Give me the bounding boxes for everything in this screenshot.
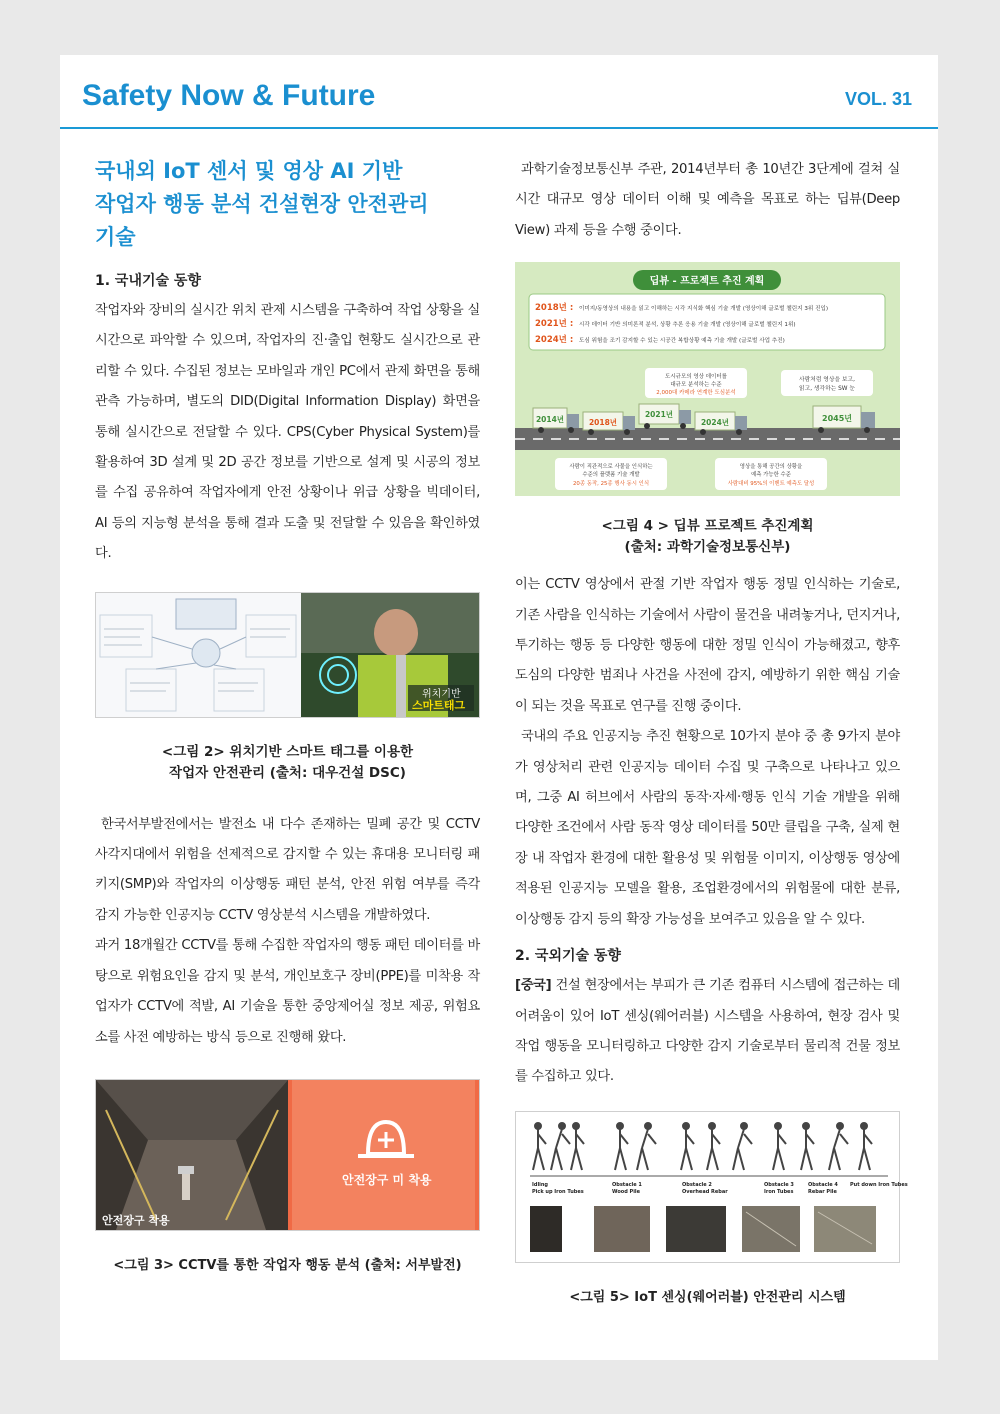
- figure-5-caption: <그림 5> IoT 센싱(웨어러블) 안전관리 시스템: [569, 1289, 846, 1305]
- svg-text:2045년: 2045년: [822, 414, 852, 424]
- paragraph: 한국서부발전에서는 발전소 내 다수 존재하는 밀폐 공간 및 CCTV 사각지대에서 위험을 선제적으로 감지할 수 있는 휴대용 모니터링 패키지(SMP)와 작업자의 이상행동 패턴 분석, 안전 위험 여부를 즉각 감지 가능한 인공지능 CCTV 영상분석 시스템을 개발하였다.: [95, 816, 480, 923]
- figure-4-image: [515, 262, 900, 496]
- step-label: Wood Pile: [612, 1188, 641, 1195]
- smart-tag-diagram: [96, 593, 479, 717]
- figure-2-image: [95, 592, 480, 718]
- svg-text:2014년: 2014년: [535, 415, 565, 425]
- svg-text:2021년: 2021년: [644, 410, 674, 420]
- step-label: Obstacle 3: [764, 1181, 794, 1188]
- right-column: [515, 155, 908, 1308]
- paragraph: 작업자와 장비의 실시간 위치 관제 시스템을 구축하여 작업 상황을 실시간으로 파악할 수 있으며, 작업자의 진·출입 현황도 실시간으로 관리할 수 있다. 수집된 정보는 모바일과 개인 PC에서 관제 화면을 통해 관측 가능하며, 별도의 DID(Digital Information Display) 화면을 통해 실시간으로 전달할 수 있다. CPS(Cyber Physical System)를 활용하여 3D 설계 및 2D 공간 정보를 기반으로 설계 및 시공의 정보를 수집 공유하여 작업자에게 안전 상황이나 위급 상황을 빅데이터, AI 등의 지능형 분석을 통해 결과 도출 및 전달할 수 있음을 확인하였다.: [95, 303, 480, 562]
- svg-text:이미지/동영상의 내용을 읽고 이해하는 시각 지식화 핵심: 이미지/동영상의 내용을 읽고 이해하는 시각 지식화 핵심 기술 개발 (영상이해 글로벌 챌린지 3위 진입): [579, 306, 829, 313]
- section-heading-overseas: 2. 국외기술 동향: [515, 948, 621, 965]
- deep-view-roadmap: [515, 262, 900, 496]
- country-tag: [중국]: [515, 978, 552, 994]
- svg-text:2018년 :: 2018년 :: [535, 303, 574, 314]
- paragraph: 과거 18개월간 CCTV를 통해 수집한 작업자의 행동 패턴 데이터를 바탕으로 위험요인을 감지 및 분석, 개인보호구 장비(PPE)를 미착용 작업자가 CCTV에 적발, AI 기술을 통한 중앙제어실 정보 제공, 위험요소를 사전 예방하는 방식 등으로 진행해 왔다.: [95, 938, 480, 1045]
- svg-text:예측 가능한 수준: 예측 가능한 수준: [751, 472, 791, 479]
- svg-text:읽고, 생각하는 SW 눈: 읽고, 생각하는 SW 눈: [799, 386, 855, 393]
- step-label: Obstacle 2: [682, 1181, 712, 1188]
- svg-text:시각 데이터 기반 의미론적 분석, 상황 추론 응용 기술: 시각 데이터 기반 의미론적 분석, 상황 추론 응용 기술 개발 (영상이해 글로벌 챌린지 1위): [579, 322, 796, 329]
- svg-text:사람이 직관적으로 사물을 인식하는: 사람이 직관적으로 사물을 인식하는: [569, 464, 653, 471]
- step-label: Iron Tubes: [764, 1188, 794, 1195]
- step-label: Overhead Rebar: [682, 1188, 728, 1195]
- svg-text:도시규모의 영상 데이터를: 도시규모의 영상 데이터를: [665, 374, 727, 381]
- step-label: Rebar Pile: [808, 1188, 837, 1195]
- svg-text:2018년: 2018년: [588, 418, 618, 428]
- cctv-photo-panel: [96, 1080, 479, 1230]
- magazine-title: Safety Now & Future: [82, 79, 376, 112]
- smart-tag-overlay-1: 위치기반: [422, 688, 461, 700]
- svg-text:20종 동작, 25종 행사 동시 인식: 20종 동작, 25종 행사 동시 인식: [572, 481, 650, 488]
- svg-text:수준의 플랫폼 기술 개발: 수준의 플랫폼 기술 개발: [582, 472, 640, 479]
- smart-tag-overlay-2: 스마트태그: [412, 698, 466, 712]
- svg-text:도심 위험을 조기 감지할 수 있는 시공간 복합상황 예측: 도심 위험을 조기 감지할 수 있는 시공간 복합상황 예측 기술 개발 (글로벌 사업 추진): [579, 338, 785, 345]
- ppe-not-worn-label: 안전장구 미 착용: [342, 1172, 432, 1187]
- svg-text:2,000대 카메라 연계한 도심분석: 2,000대 카메라 연계한 도심분석: [656, 390, 736, 397]
- paragraph: 과학기술정보통신부 주관, 2014년부터 총 10년간 3단계에 걸쳐 실시간 대규모 영상 데이터 이해 및 예측을 목표로 하는 딥뷰(Deep View) 과제 등을 수행 중이다.: [515, 162, 900, 238]
- paragraph: [중국] 건설 현장에서는 부피가 큰 기존 컴퓨터 시스템에 접근하는 데 어려움이 있어 IoT 센싱(웨어러블) 시스템을 사용하여, 현장 검사 및 작업 행동을 모니터링하고 다양한 감지 기술로부터 물리적 건물 정보를 수집하고 있다.: [515, 978, 900, 1085]
- svg-text:2024년 :: 2024년 :: [535, 335, 574, 346]
- ppe-worn-label: 안전장구 착용: [102, 1213, 170, 1227]
- article-title: 국내외 IoT 센서 및 영상 AI 기반 작업자 행동 분석 건설현장 안전관리 기술: [95, 159, 429, 249]
- figure-4-caption: <그림 4 > 딥뷰 프로젝트 추진계획 (출처: 과학기술정보통신부): [601, 518, 814, 556]
- volume-number: VOL. 31: [844, 89, 912, 109]
- page: [60, 55, 938, 1360]
- figure-5-image: [515, 1111, 908, 1263]
- svg-text:대규모 분석하는 수준: 대규모 분석하는 수준: [670, 382, 722, 389]
- step-label: Obstacle 4: [808, 1181, 838, 1188]
- section-heading-domestic: 1. 국내기술 동향: [95, 273, 201, 289]
- figure-2-caption: <그림 2> 위치기반 스마트 태그를 이용한 작업자 안전관리 (출처: 대우건설 DSC): [161, 743, 414, 781]
- page-header: [60, 55, 938, 129]
- roadmap-banner: 딥뷰 - 프로젝트 추진 계획: [649, 276, 765, 288]
- step-label: Idling: [532, 1181, 549, 1188]
- svg-text:2024년: 2024년: [700, 418, 730, 428]
- figure-3-image: [95, 1079, 480, 1231]
- wearable-sensing-sequence: [516, 1112, 908, 1262]
- svg-text:사람대비 95%의 이벤트 예측도 달성: 사람대비 95%의 이벤트 예측도 달성: [727, 481, 815, 488]
- svg-text:영상을 통해 공간의 상황을: 영상을 통해 공간의 상황을: [739, 464, 803, 471]
- paragraph: 국내의 주요 인공지능 추진 현황으로 10가지 분야 중 총 9가지 분야가 영상처리 관련 인공지능 데이터 수집 및 구축으로 나타나고 있으며, 그중 AI 허브에서 사람의 동작·자세·행동 인식 기술 개발을 위해 다양한 조건에서 사람 동작 영상 데이터를 50만 클립을 구축, 실제 현장 내 작업자 환경에 대한 활용성 및 위험물 이미지, 이상행동 영상에 적용된 인공지능 모델을 활용, 조업환경에서의 위험물에 대한 분류, 이상행동 감지 등의 확장 가능성을 보여주고 있음을 알 수 있다.: [515, 729, 900, 927]
- step-label: Obstacle 1: [612, 1181, 642, 1188]
- figure-3-caption: <그림 3> CCTV를 통한 작업자 행동 분석 (출처: 서부발전): [113, 1257, 462, 1273]
- step-label: Pick up Iron Tubes: [532, 1188, 584, 1195]
- svg-text:사람처럼 영상을 보고,: 사람처럼 영상을 보고,: [799, 377, 855, 384]
- left-column: [95, 155, 480, 1276]
- paragraph: 이는 CCTV 영상에서 관절 기반 작업자 행동 정밀 인식하는 기술로, 기존 사람을 인식하는 기술에서 사람이 물건을 내려놓거나, 던지거나, 투기하는 행동 등 다양한 행동에 대한 정밀 인식이 가능해졌고, 향후 도심의 다양한 범죄나 사건을 사전에 감지, 예방하기 위한 핵심 기술이 되는 것을 목표로 연구를 진행 중이다.: [515, 577, 900, 714]
- svg-text:2021년 :: 2021년 :: [535, 319, 574, 330]
- step-label: Put down Iron Tubes: [850, 1181, 908, 1188]
